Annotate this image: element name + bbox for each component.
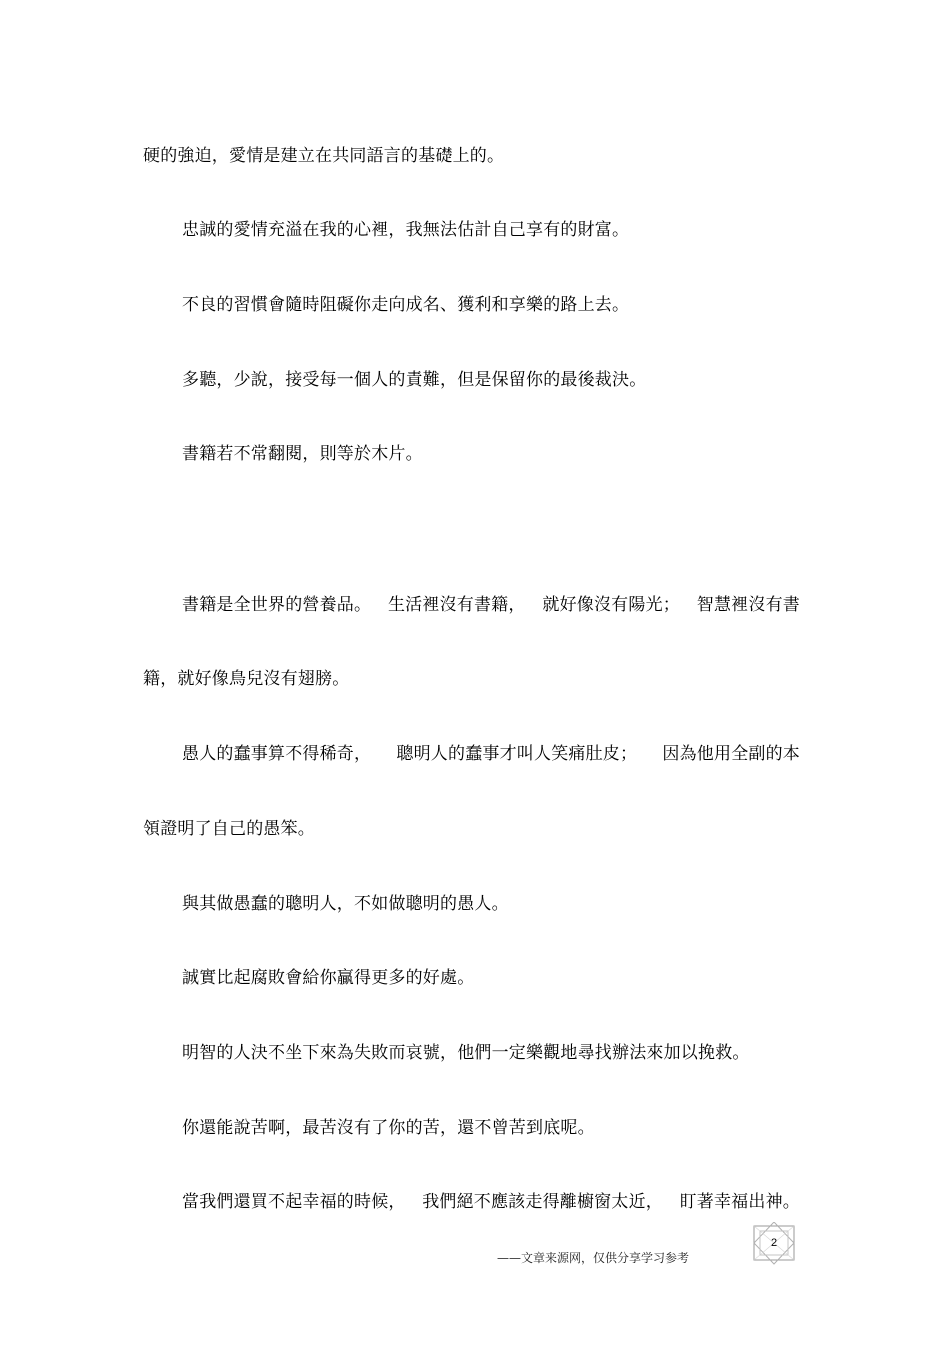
text-segment: 我們絕不應該走得離櫥窗太近， [422,1192,663,1212]
page-number: 2 [770,1237,778,1249]
paragraph-fools-line2: 領證明了自己的愚笨。 [143,819,315,839]
paragraph-books-nutrition-line1 [182,594,800,616]
text-segment: 書籍是全世界的營養品。 [182,595,372,615]
paragraph-listen-more: 多聽，少說，接受每一個人的責難，但是保留你的最後裁決。 [182,370,647,390]
paragraph-loyal-love: 忠誠的愛情充溢在我的心裡，我無法估計自己享有的財富。 [182,220,630,240]
text-segment: 當我們還買不起幸福的時候， [182,1192,406,1212]
paragraph-wise-fool: 與其做愚蠢的聰明人，不如做聰明的愚人。 [182,894,509,914]
paragraph-bad-habits: 不良的習慣會隨時阻礙你走向成名、獲利和享樂的路上去。 [182,295,630,315]
page-number-badge [748,1222,800,1266]
text-segment: 就好像沒有陽光； [542,595,680,615]
paragraph-fools-line1 [182,743,800,765]
text-segment: 生活裡沒有書籍， [387,595,526,615]
text-segment: 愚人的蠢事算不得稀奇， [182,744,372,764]
text-segment: 聰明人的蠢事才叫人笑痛肚皮； [396,744,638,764]
paragraph-continuation: 硬的強迫，愛情是建立在共同語言的基礎上的。 [143,146,505,166]
footer-source-note: ——文章来源网，仅供分享学习参考 [497,1251,690,1265]
paragraph-honesty: 誠實比起腐敗會給你贏得更多的好處。 [182,968,475,988]
paragraph-wise-people: 明智的人決不坐下來為失敗而哀號，他們一定樂觀地尋找辦法來加以挽救。 [182,1043,750,1063]
text-segment: 盯著幸福出神。 [679,1192,800,1212]
paragraph-bitterness: 你還能說苦啊，最苦沒有了你的苦，還不曾苦到底呢。 [182,1118,595,1138]
paragraph-books-nutrition-line2: 籍，就好像鳥兒沒有翅膀。 [143,669,350,689]
text-segment: 智慧裡沒有書 [696,595,800,615]
paragraph-happiness [182,1191,800,1213]
text-segment: 因為他用全副的本 [662,744,800,764]
paragraph-books-wood: 書籍若不常翻閱，則等於木片。 [182,444,423,464]
